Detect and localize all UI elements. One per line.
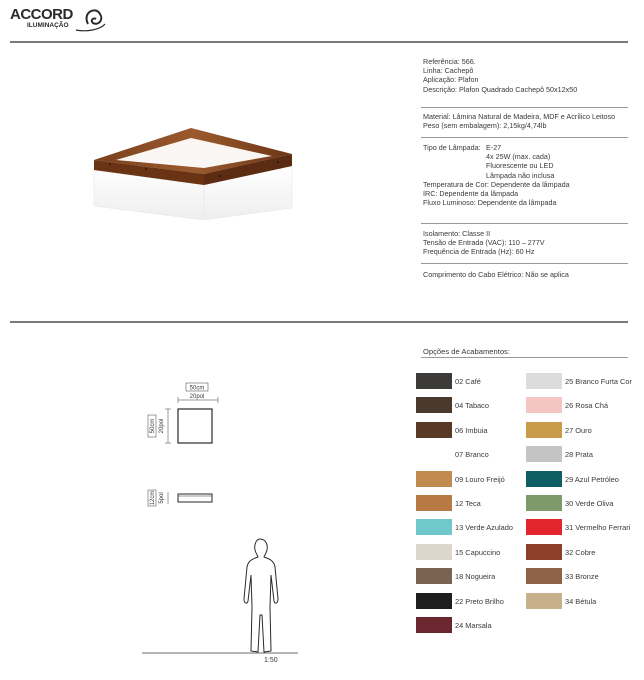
human-silhouette: [244, 539, 278, 652]
finish-swatch: [416, 397, 452, 413]
finish-label: 06 Imbuia: [455, 425, 488, 435]
finish-swatch: [526, 568, 562, 584]
finish-swatch: [416, 568, 452, 584]
spec-reference: Referência: 566.: [423, 57, 476, 66]
finish-swatch: [416, 446, 452, 462]
spec-cable: Comprimento do Cabo Elétrico: Não se aplica: [423, 270, 569, 279]
header-rule: [10, 41, 628, 43]
spec-lamp-type: Fluorescente ou LED: [486, 161, 554, 171]
depth-in-label: 20pol: [159, 418, 165, 434]
finish-swatch: [416, 617, 452, 633]
finish-swatch: [416, 519, 452, 535]
finish-label: 26 Rosa Chá: [565, 401, 609, 411]
brand-logo: [10, 4, 110, 36]
spec-weight: Peso (sem embalagem): 2,15kg/4,74lb: [423, 121, 547, 131]
height-cm-label: 12cm: [150, 490, 156, 506]
scale-figure: [140, 535, 300, 670]
width-cm-label: 50cm: [189, 385, 205, 392]
finishes-title-rule: [421, 357, 628, 358]
spec-block-cable: [423, 270, 569, 279]
spec-divider: [421, 263, 628, 264]
scale-label: 1:50: [264, 657, 278, 664]
finish-swatch: [416, 544, 452, 560]
finish-label: 28 Prata: [565, 450, 593, 460]
spec-lamp-note: Lâmpada não inclusa: [486, 170, 555, 180]
spec-voltage: Tensão de Entrada (VAC): 110 – 277V: [423, 238, 545, 248]
technical-drawing: [140, 380, 230, 520]
spec-application: Aplicação: Plafon: [423, 75, 479, 85]
spec-lamp-power: 4x 25W (max. cada): [486, 152, 551, 162]
spec-block-lamp: [423, 143, 570, 207]
brand-name: ACCORD: [10, 6, 73, 23]
finish-swatch: [416, 495, 452, 511]
spec-divider: [421, 223, 628, 224]
finishes-title: Opções de Acabamentos:: [423, 347, 510, 356]
finish-label: 15 Capuccino: [455, 547, 501, 557]
spec-lamp-socket: E-27: [486, 143, 502, 152]
finish-label: 12 Teca: [455, 499, 481, 508]
spec-insulation: Isolamento: Classe II: [423, 229, 491, 238]
finish-swatch: [526, 471, 562, 487]
depth-cm-label: 50cm: [150, 418, 156, 434]
finish-swatch: [416, 593, 452, 609]
finish-label: 27 Ouro: [565, 425, 592, 435]
spec-block-electrical: [423, 229, 545, 257]
brand-tagline: ILUMINAÇÃO: [27, 22, 69, 29]
spec-irc: IRC: Dependente da lâmpada: [423, 188, 519, 198]
finish-swatch: [526, 397, 562, 413]
spec-divider: [421, 107, 628, 108]
finish-swatch: [416, 373, 452, 389]
top-view-square: [178, 409, 212, 443]
spec-frequency: Frequência de Entrada (Hz): 60 Hz: [423, 247, 535, 257]
finish-swatch: [416, 471, 452, 487]
spec-material: Material: Lâmina Natural de Madeira, MDF e Acrílico Leitoso: [423, 112, 616, 121]
finish-label: 22 Preto Brilho: [455, 596, 504, 606]
finish-swatch: [526, 373, 562, 389]
spec-flux: Fluxo Luminoso: Dependente da lâmpada: [423, 198, 557, 208]
finish-label: 29 Azul Petróleo: [565, 474, 619, 484]
finish-label: 30 Verde Oliva: [565, 499, 614, 508]
width-in-label: 20pol: [189, 394, 205, 400]
finish-swatch: [526, 519, 562, 535]
height-in-label: 5pol: [159, 492, 165, 504]
finish-label: 31 Vermelho Ferrari: [565, 523, 631, 533]
spec-lamp-label: Tipo de Lâmpada:: [423, 143, 481, 152]
finish-label: 25 Branco Furta Cor: [565, 377, 632, 386]
spec-line: Linha: Cachepô: [423, 66, 474, 76]
section-rule: [10, 321, 628, 323]
finish-label: 13 Verde Azulado: [455, 523, 513, 533]
spec-description: Descrição: Plafon Quadrado Cachepô 50x12x50: [423, 84, 578, 94]
finish-label: 04 Tabaco: [455, 401, 489, 411]
finish-swatch: [526, 544, 562, 560]
finish-swatch: [526, 495, 562, 511]
product-image: [86, 126, 300, 220]
side-view: [178, 494, 212, 502]
finish-label: 09 Louro Freijó: [455, 474, 505, 484]
finish-label: 24 Marsala: [455, 621, 492, 630]
finish-label: 34 Bétula: [565, 596, 597, 606]
finish-label: 33 Bronze: [565, 572, 599, 582]
finish-swatch: [526, 446, 562, 462]
finish-label: 18 Nogueira: [455, 572, 496, 582]
spec-block-reference: [423, 57, 577, 94]
finish-label: 02 Café: [455, 377, 481, 386]
finish-label: 32 Cobre: [565, 547, 596, 557]
spec-block-material: [423, 112, 615, 130]
spec-color-temp: Temperatura de Cor: Dependente da lâmpada: [423, 179, 570, 189]
finish-swatch: [416, 422, 452, 438]
finish-label: 07 Branco: [455, 450, 489, 460]
spec-divider: [421, 137, 628, 138]
finish-swatch: [526, 593, 562, 609]
finish-swatch: [526, 422, 562, 438]
